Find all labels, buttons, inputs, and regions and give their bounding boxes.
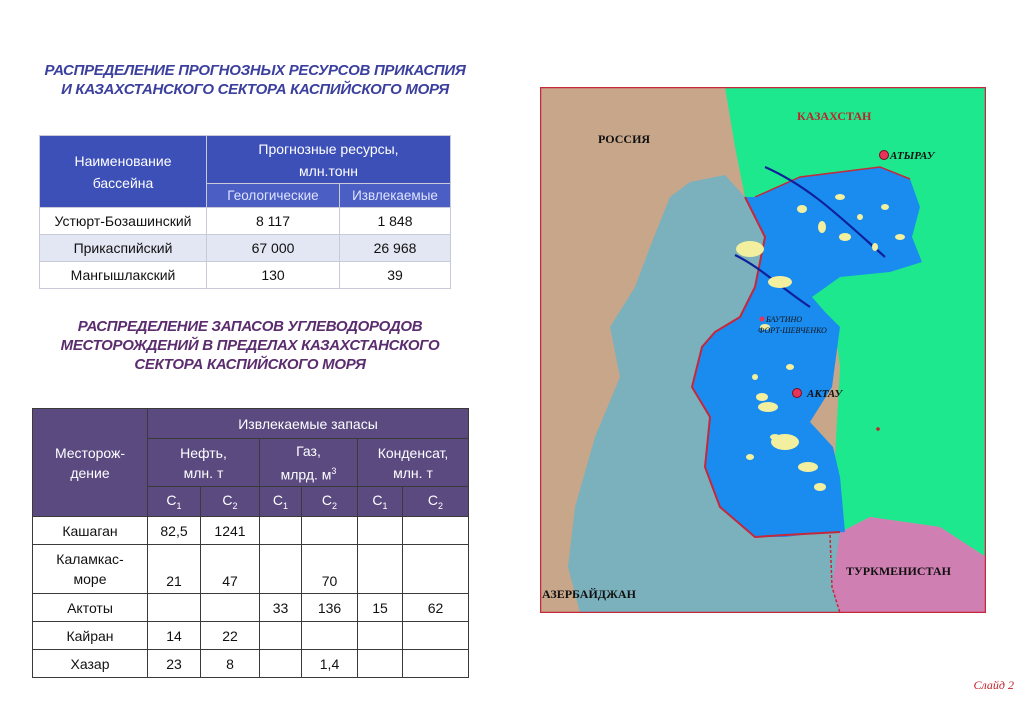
cell <box>302 622 358 650</box>
table-row <box>33 650 469 678</box>
cell <box>403 545 469 594</box>
title1-line2: И КАЗАХСТАНСКОГО СЕКТОРА КАСПИЙСКОГО МОРЯ <box>61 80 449 98</box>
title2-line1: РАСПРЕДЕЛЕНИЕ ЗАПАСОВ УГЛЕВОДОРОДОВ <box>77 318 423 335</box>
city-marker-aktau <box>793 389 802 398</box>
cell <box>358 545 403 594</box>
label-atyrau: АТЫРАУ <box>890 150 935 162</box>
basin-name: Устюрт-Бозашинский <box>40 208 207 235</box>
condensate-header-line2: млн. т <box>393 464 433 481</box>
table-row <box>33 545 469 594</box>
gas-c2-header <box>302 487 358 517</box>
cat-index: 1 <box>283 500 289 511</box>
forecast-resources-table <box>39 135 451 289</box>
cond-c2-header <box>403 487 469 517</box>
cat-letter: C <box>427 492 439 509</box>
cell <box>260 517 302 545</box>
gas-c1-header <box>260 487 302 517</box>
cat-index: 2 <box>332 500 338 511</box>
label-fort-shevchenko: ФОРТ-ШЕВЧЕНКО <box>758 326 827 335</box>
oil-header-line2: млн. т <box>183 464 224 481</box>
oil-header-line1: Нефть, <box>180 444 227 461</box>
gas-header-line2 <box>260 461 357 485</box>
field-name: Кашаган <box>33 517 148 545</box>
cell <box>302 517 358 545</box>
oil-header <box>148 439 260 487</box>
cat-letter: C <box>222 492 233 509</box>
recoverable-header: Извлекаемые <box>340 184 451 208</box>
basin-name: Прикаспийский <box>40 235 207 262</box>
resources-header-line2: млн.тонн <box>299 162 358 179</box>
label-kazakhstan: КАЗАХСТАН <box>797 109 872 123</box>
cell <box>201 594 260 622</box>
cell <box>260 650 302 678</box>
label-bautino: БАУТИНО <box>766 315 803 324</box>
field-name-line2: море <box>73 571 107 587</box>
cell: 82,5 <box>148 517 201 545</box>
table-row <box>40 262 451 289</box>
recoverable-value: 1 848 <box>340 208 451 235</box>
basin-name: Мангышлакский <box>40 262 207 289</box>
field-name-line1: Каламкас- <box>56 551 124 567</box>
field-reserves-table <box>32 408 469 678</box>
cell: 14 <box>148 622 201 650</box>
caspian-map <box>540 87 986 613</box>
cond-c1-header <box>358 487 403 517</box>
cell: 23 <box>148 650 201 678</box>
condensate-header <box>358 439 469 487</box>
cat-letter: C <box>321 492 333 509</box>
cell: 47 <box>201 545 260 594</box>
label-azerbaijan: АЗЕРБАЙДЖАН <box>542 587 636 601</box>
table-row <box>33 517 469 545</box>
basin-header <box>40 136 207 208</box>
cell <box>358 517 403 545</box>
cell: 136 <box>302 594 358 622</box>
cell: 8 <box>201 650 260 678</box>
title2-line3: СЕКТОРА КАСПИЙСКОГО МОРЯ <box>134 355 366 373</box>
gas-unit-sup: 3 <box>331 465 337 476</box>
gas-header <box>260 439 358 487</box>
cat-index: 2 <box>438 500 444 511</box>
label-turkmenistan: ТУРКМЕНИСТАН <box>846 564 951 578</box>
resources-header <box>207 136 451 184</box>
resources-header-line1: Прогнозные ресурсы, <box>258 140 399 157</box>
cell: 70 <box>302 545 358 594</box>
field-header <box>33 409 148 517</box>
recoverable-reserves-header: Извлекаемые запасы <box>148 409 469 439</box>
label-russia: РОССИЯ <box>598 132 651 146</box>
recoverable-value: 39 <box>340 262 451 289</box>
gas-unit: млрд. м <box>280 466 332 483</box>
city-marker-bautino <box>760 317 765 322</box>
field-header-line2: дение <box>70 464 110 481</box>
geological-value: 130 <box>207 262 340 289</box>
cat-index: 2 <box>232 500 238 511</box>
cat-letter: C <box>272 492 284 509</box>
cell: 62 <box>403 594 469 622</box>
cell: 33 <box>260 594 302 622</box>
cell: 1,4 <box>302 650 358 678</box>
map-dot <box>876 427 880 431</box>
city-marker-atyrau <box>880 151 889 160</box>
title-reserves-distribution <box>40 318 460 374</box>
cell <box>403 622 469 650</box>
cell: 15 <box>358 594 403 622</box>
title-forecast-resources <box>30 62 480 100</box>
cell: 21 <box>148 545 201 594</box>
field-name <box>33 545 148 594</box>
cell <box>403 650 469 678</box>
cell <box>148 594 201 622</box>
table-row <box>40 208 451 235</box>
label-aktau: АКТАУ <box>807 388 843 400</box>
recoverable-value: 26 968 <box>340 235 451 262</box>
geological-header: Геологические <box>207 184 340 208</box>
cell: 1241 <box>201 517 260 545</box>
table-row <box>33 594 469 622</box>
title1-line1: РАСПРЕДЕЛЕНИЕ ПРОГНОЗНЫХ РЕСУРСОВ ПРИКАСПИЯ <box>44 62 466 79</box>
geological-value: 8 117 <box>207 208 340 235</box>
cat-letter: C <box>372 492 383 509</box>
cat-letter: C <box>166 492 177 509</box>
field-name: Хазар <box>33 650 148 678</box>
gas-header-line1: Газ, <box>296 442 321 459</box>
basin-header-line1: Наименование <box>74 152 172 169</box>
condensate-header-line1: Конденсат, <box>377 444 449 461</box>
geological-value: 67 000 <box>207 235 340 262</box>
table-row <box>40 235 451 262</box>
field-name: Кайран <box>33 622 148 650</box>
cat-index: 1 <box>176 500 182 511</box>
oil-c1-header <box>148 487 201 517</box>
table-row <box>33 622 469 650</box>
slide-number: Слайд 2 <box>973 678 1014 692</box>
cell <box>358 650 403 678</box>
field-name: Актоты <box>33 594 148 622</box>
cell <box>358 622 403 650</box>
cell <box>403 517 469 545</box>
cell: 22 <box>201 622 260 650</box>
oil-c2-header <box>201 487 260 517</box>
cell <box>260 545 302 594</box>
basin-header-line2: бассейна <box>92 174 154 191</box>
field-header-line1: Месторож- <box>54 444 126 461</box>
cell <box>260 622 302 650</box>
title2-line2: МЕСТОРОЖДЕНИЙ В ПРЕДЕЛАХ КАЗАХСТАНСКОГО <box>60 336 440 354</box>
cat-index: 1 <box>382 500 388 511</box>
